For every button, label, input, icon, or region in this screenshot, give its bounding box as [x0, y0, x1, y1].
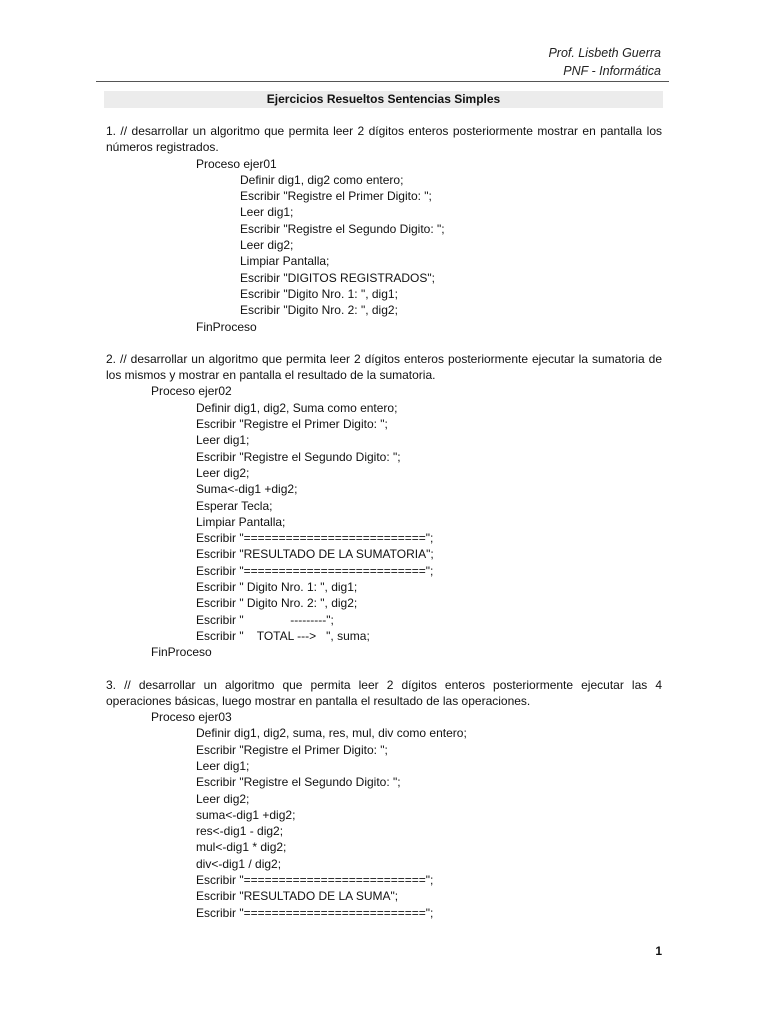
- code-line: Escribir " ---------";: [196, 612, 334, 627]
- code-line: Leer dig2;: [196, 465, 250, 480]
- code-line: Escribir "==========================";: [196, 531, 434, 546]
- code-line: Suma<-dig1 +dig2;: [196, 482, 298, 497]
- code-line: Esperar Tecla;: [196, 498, 273, 513]
- code-line: Leer dig1;: [196, 758, 250, 773]
- code-line: Definir dig1, dig2 como entero;: [240, 172, 404, 187]
- page-number: 1: [655, 944, 662, 958]
- code-line: Leer dig1;: [196, 433, 250, 448]
- code-line: Escribir "Digito Nro. 1: ", dig1;: [240, 286, 398, 301]
- header-author: Prof. Lisbeth Guerra: [548, 46, 661, 60]
- code-line: Escribir "==========================";: [196, 873, 434, 888]
- exercise-1: [106, 123, 662, 335]
- header-divider: [96, 81, 669, 82]
- document-body: [106, 123, 662, 921]
- code-line: Escribir " Digito Nro. 2: ", dig2;: [196, 596, 358, 611]
- code-line: Escribir " TOTAL ---> ", suma;: [196, 628, 370, 643]
- code-line: Proceso ejer02: [151, 384, 232, 399]
- code-line: Definir dig1, dig2, Suma como entero;: [196, 400, 398, 415]
- code-block: [106, 383, 662, 660]
- code-line: Escribir "Registre el Primer Digito: ";: [196, 742, 388, 757]
- page-header: [548, 44, 661, 80]
- exercise-intro: 3. // desarrollar un algoritmo que permita leer 2 dígitos enteros posteriormente ejecutar las 4 operaciones básicas, luego mostrar en pantalla el resultado de las operaciones.: [106, 677, 662, 708]
- exercise-2: [106, 351, 662, 661]
- exercise-intro: 2. // desarrollar un algoritmo que permita leer 2 dígitos enteros posteriormente ejecutar la sumatoria de los mismos y mostrar en pantalla el resultado de la sumatoria.: [106, 351, 662, 383]
- code-line: Limpiar Pantalla;: [240, 254, 330, 269]
- code-line: Proceso ejer03: [151, 710, 232, 725]
- code-block: [106, 156, 662, 335]
- code-line: Limpiar Pantalla;: [196, 514, 286, 529]
- code-line: div<-dig1 / dig2;: [196, 856, 282, 871]
- code-line: Escribir "Registre el Primer Digito: ";: [240, 189, 432, 204]
- code-line: Escribir "==========================";: [196, 563, 434, 578]
- code-line: Escribir "RESULTADO DE LA SUMATORIA";: [196, 547, 434, 562]
- code-line: mul<-dig1 * dig2;: [196, 840, 287, 855]
- code-line: Escribir "DIGITOS REGISTRADOS";: [240, 270, 435, 285]
- code-line: Escribir " Digito Nro. 1: ", dig1;: [196, 580, 358, 595]
- code-line: Escribir "Digito Nro. 2: ", dig2;: [240, 303, 398, 318]
- code-line: Proceso ejer01: [196, 156, 277, 171]
- exercise-3: [106, 677, 662, 921]
- code-line: Escribir "Registre el Primer Digito: ";: [196, 417, 388, 432]
- code-line: suma<-dig1 +dig2;: [196, 807, 296, 822]
- code-line: Escribir "Registre el Segundo Digito: ";: [196, 775, 401, 790]
- code-line: Escribir "==========================";: [196, 905, 434, 920]
- code-block: [106, 709, 662, 921]
- code-line: Escribir "RESULTADO DE LA SUMA";: [196, 889, 399, 904]
- code-line: Escribir "Registre el Segundo Digito: ";: [240, 221, 445, 236]
- document-title: Ejercicios Resueltos Sentencias Simples: [104, 91, 663, 108]
- code-line: Escribir "Registre el Segundo Digito: ";: [196, 449, 401, 464]
- code-line: Definir dig1, dig2, suma, res, mul, div como entero;: [196, 726, 467, 741]
- code-line: Leer dig1;: [240, 205, 294, 220]
- code-line: FinProceso: [196, 319, 257, 334]
- exercise-intro: 1. // desarrollar un algoritmo que permita leer 2 dígitos enteros posteriormente mostrar en pantalla los números registrados.: [106, 124, 662, 155]
- header-program: PNF - Informática: [563, 64, 661, 78]
- code-line: Leer dig2;: [196, 791, 250, 806]
- code-line: FinProceso: [151, 645, 212, 660]
- code-line: Leer dig2;: [240, 238, 294, 253]
- code-line: res<-dig1 - dig2;: [196, 824, 284, 839]
